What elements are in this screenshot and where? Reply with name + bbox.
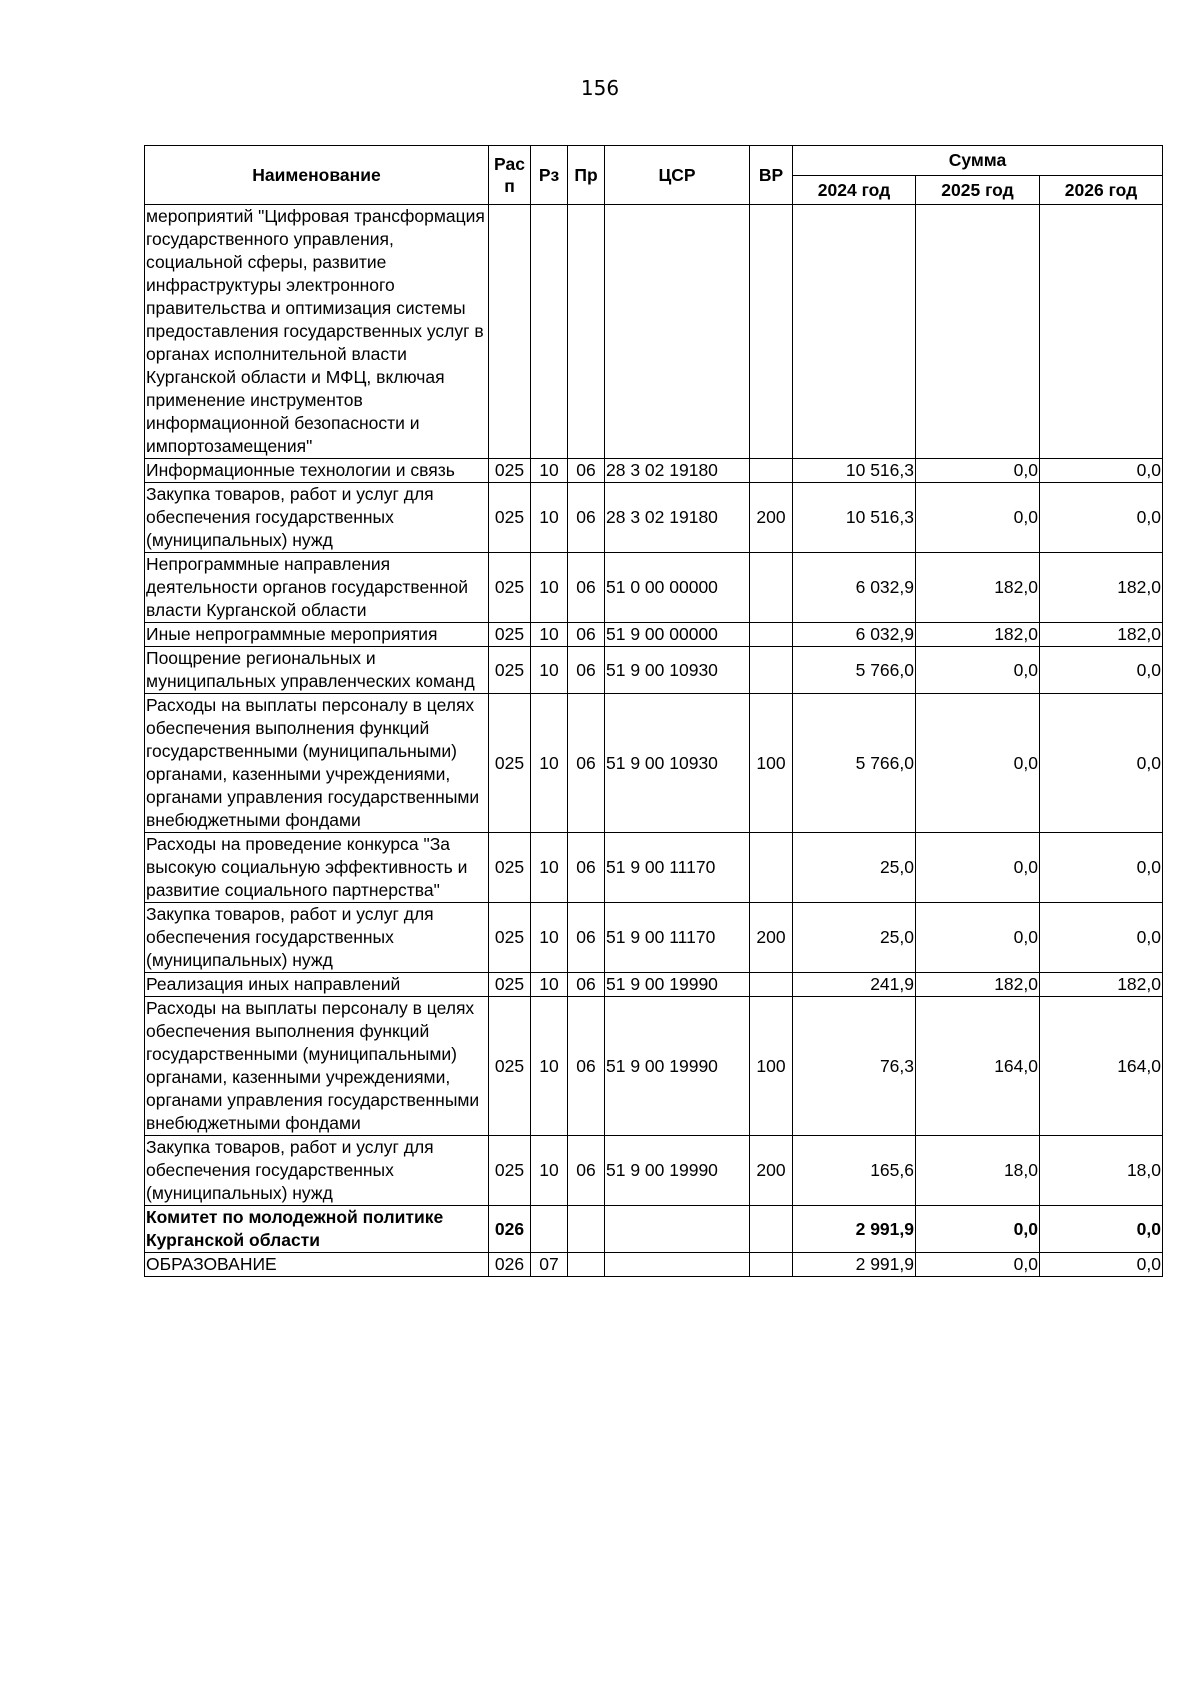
cell-vr xyxy=(750,1206,793,1253)
cell-pr xyxy=(568,205,605,459)
cell-vr xyxy=(750,205,793,459)
header-year-2024: 2024 год xyxy=(793,176,916,205)
cell-amount-2024: 10 516,3 xyxy=(793,459,916,483)
cell-amount-2025: 182,0 xyxy=(916,553,1040,623)
table-row xyxy=(145,997,1163,1136)
cell-amount-2025: 0,0 xyxy=(916,694,1040,833)
cell-vr: 100 xyxy=(750,997,793,1136)
cell-csr: 51 9 00 10930 xyxy=(605,694,750,833)
cell-amount-2026: 182,0 xyxy=(1040,553,1163,623)
cell-amount-2024: 165,6 xyxy=(793,1136,916,1206)
cell-amount-2026: 0,0 xyxy=(1040,459,1163,483)
header-csr: ЦСР xyxy=(605,146,750,205)
cell-name: ОБРАЗОВАНИЕ xyxy=(145,1253,489,1277)
cell-rz: 10 xyxy=(531,973,568,997)
cell-amount-2024: 76,3 xyxy=(793,997,916,1136)
cell-pr: 06 xyxy=(568,623,605,647)
header-sum: Сумма xyxy=(793,146,1163,176)
table-row xyxy=(145,903,1163,973)
cell-rasp: 025 xyxy=(489,903,531,973)
cell-amount-2026: 0,0 xyxy=(1040,694,1163,833)
cell-name: Поощрение региональных и муниципальных управленческих команд xyxy=(145,647,489,694)
cell-pr xyxy=(568,1206,605,1253)
cell-rasp: 025 xyxy=(489,833,531,903)
cell-amount-2026: 0,0 xyxy=(1040,483,1163,553)
cell-pr: 06 xyxy=(568,459,605,483)
cell-csr: 51 9 00 19990 xyxy=(605,997,750,1136)
cell-amount-2024 xyxy=(793,205,916,459)
cell-rz: 10 xyxy=(531,694,568,833)
cell-csr: 51 9 00 11170 xyxy=(605,833,750,903)
cell-amount-2026: 182,0 xyxy=(1040,623,1163,647)
cell-amount-2025: 0,0 xyxy=(916,903,1040,973)
cell-rz: 10 xyxy=(531,833,568,903)
budget-table xyxy=(144,145,1163,1277)
cell-amount-2024: 25,0 xyxy=(793,833,916,903)
header-year-2026: 2026 год xyxy=(1040,176,1163,205)
cell-rasp: 026 xyxy=(489,1253,531,1277)
cell-amount-2024: 5 766,0 xyxy=(793,694,916,833)
cell-csr: 28 3 02 19180 xyxy=(605,459,750,483)
cell-amount-2024: 6 032,9 xyxy=(793,553,916,623)
cell-rz: 10 xyxy=(531,553,568,623)
cell-csr: 51 9 00 00000 xyxy=(605,623,750,647)
table-row xyxy=(145,205,1163,459)
cell-name: Закупка товаров, работ и услуг для обеспечения государственных (муниципальных) нужд xyxy=(145,1136,489,1206)
cell-csr: 28 3 02 19180 xyxy=(605,483,750,553)
cell-amount-2024: 2 991,9 xyxy=(793,1206,916,1253)
cell-rz xyxy=(531,1206,568,1253)
cell-rasp: 025 xyxy=(489,694,531,833)
cell-amount-2026 xyxy=(1040,205,1163,459)
cell-rz xyxy=(531,205,568,459)
cell-pr: 06 xyxy=(568,483,605,553)
table-row xyxy=(145,623,1163,647)
cell-pr: 06 xyxy=(568,553,605,623)
cell-rasp xyxy=(489,205,531,459)
cell-amount-2025: 0,0 xyxy=(916,647,1040,694)
cell-vr xyxy=(750,833,793,903)
cell-amount-2025: 0,0 xyxy=(916,833,1040,903)
cell-csr: 51 9 00 11170 xyxy=(605,903,750,973)
cell-amount-2026: 164,0 xyxy=(1040,997,1163,1136)
table-row xyxy=(145,1136,1163,1206)
cell-name: Иные непрограммные мероприятия xyxy=(145,623,489,647)
cell-csr: 51 9 00 10930 xyxy=(605,647,750,694)
cell-pr xyxy=(568,1253,605,1277)
cell-rz: 10 xyxy=(531,623,568,647)
cell-rasp: 025 xyxy=(489,459,531,483)
cell-csr: 51 9 00 19990 xyxy=(605,973,750,997)
cell-rasp: 025 xyxy=(489,973,531,997)
cell-amount-2025: 0,0 xyxy=(916,1253,1040,1277)
cell-vr xyxy=(750,459,793,483)
cell-name: Реализация иных направлений xyxy=(145,973,489,997)
header-year-2025: 2025 год xyxy=(916,176,1040,205)
table-row xyxy=(145,553,1163,623)
cell-name: Информационные технологии и связь xyxy=(145,459,489,483)
cell-csr xyxy=(605,205,750,459)
header-vr: ВР xyxy=(750,146,793,205)
cell-amount-2024: 2 991,9 xyxy=(793,1253,916,1277)
cell-amount-2026: 0,0 xyxy=(1040,1253,1163,1277)
cell-pr: 06 xyxy=(568,694,605,833)
cell-name: Закупка товаров, работ и услуг для обеспечения государственных (муниципальных) нужд xyxy=(145,483,489,553)
cell-amount-2025: 164,0 xyxy=(916,997,1040,1136)
cell-amount-2025: 182,0 xyxy=(916,623,1040,647)
cell-amount-2024: 10 516,3 xyxy=(793,483,916,553)
cell-vr xyxy=(750,623,793,647)
cell-rz: 10 xyxy=(531,1136,568,1206)
table-row xyxy=(145,694,1163,833)
cell-amount-2026: 18,0 xyxy=(1040,1136,1163,1206)
table-row xyxy=(145,647,1163,694)
cell-amount-2026: 0,0 xyxy=(1040,1206,1163,1253)
cell-vr xyxy=(750,553,793,623)
cell-pr: 06 xyxy=(568,903,605,973)
cell-amount-2025: 0,0 xyxy=(916,1206,1040,1253)
table-row xyxy=(145,973,1163,997)
cell-amount-2025: 0,0 xyxy=(916,483,1040,553)
cell-rz: 10 xyxy=(531,997,568,1136)
header-pr: Пр xyxy=(568,146,605,205)
cell-pr: 06 xyxy=(568,1136,605,1206)
page-number: 156 xyxy=(580,76,620,100)
cell-csr xyxy=(605,1206,750,1253)
header-rasp: Рас п xyxy=(489,146,531,205)
cell-vr: 200 xyxy=(750,1136,793,1206)
cell-rasp: 025 xyxy=(489,483,531,553)
cell-csr: 51 0 00 00000 xyxy=(605,553,750,623)
cell-amount-2024: 241,9 xyxy=(793,973,916,997)
cell-rasp: 025 xyxy=(489,553,531,623)
cell-amount-2025: 182,0 xyxy=(916,973,1040,997)
table-row xyxy=(145,1253,1163,1277)
cell-name: Комитет по молодежной политике Курганской области xyxy=(145,1206,489,1253)
cell-amount-2025 xyxy=(916,205,1040,459)
cell-vr xyxy=(750,1253,793,1277)
cell-vr xyxy=(750,647,793,694)
cell-amount-2026: 0,0 xyxy=(1040,833,1163,903)
cell-name: Расходы на выплаты персоналу в целях обеспечения выполнения функций государственными (муниципальными) органами, казенными учреждениями, органами управления государственными внебюджетными фондами xyxy=(145,694,489,833)
table-row xyxy=(145,833,1163,903)
cell-amount-2026: 0,0 xyxy=(1040,647,1163,694)
cell-csr: 51 9 00 19990 xyxy=(605,1136,750,1206)
cell-rz: 10 xyxy=(531,483,568,553)
cell-rz: 07 xyxy=(531,1253,568,1277)
cell-rasp: 025 xyxy=(489,623,531,647)
cell-name: Непрограммные направления деятельности органов государственной власти Курганской области xyxy=(145,553,489,623)
cell-vr xyxy=(750,973,793,997)
cell-pr: 06 xyxy=(568,973,605,997)
cell-name: Закупка товаров, работ и услуг для обеспечения государственных (муниципальных) нужд xyxy=(145,903,489,973)
header-name: Наименование xyxy=(145,146,489,205)
cell-amount-2025: 0,0 xyxy=(916,459,1040,483)
cell-pr: 06 xyxy=(568,997,605,1136)
table-row xyxy=(145,1206,1163,1253)
cell-rasp: 025 xyxy=(489,1136,531,1206)
cell-rz: 10 xyxy=(531,903,568,973)
cell-vr: 200 xyxy=(750,483,793,553)
cell-name: мероприятий "Цифровая трансформация государственного управления, социальной сферы, развитие инфраструктуры электронного правительства и оптимизация системы предоставления государственных услуг в органах исполнительной власти Курганской области и МФЦ, включая применение инструментов информационной безопасности и импортозамещения" xyxy=(145,205,489,459)
cell-pr: 06 xyxy=(568,833,605,903)
cell-amount-2026: 182,0 xyxy=(1040,973,1163,997)
cell-rasp: 026 xyxy=(489,1206,531,1253)
table-row xyxy=(145,483,1163,553)
cell-vr: 100 xyxy=(750,694,793,833)
cell-name: Расходы на выплаты персоналу в целях обеспечения выполнения функций государственными (муниципальными) органами, казенными учреждениями, органами управления государственными внебюджетными фондами xyxy=(145,997,489,1136)
cell-amount-2026: 0,0 xyxy=(1040,903,1163,973)
cell-rz: 10 xyxy=(531,647,568,694)
header-rz: Рз xyxy=(531,146,568,205)
cell-rasp: 025 xyxy=(489,647,531,694)
cell-amount-2024: 5 766,0 xyxy=(793,647,916,694)
cell-pr: 06 xyxy=(568,647,605,694)
table-row xyxy=(145,459,1163,483)
cell-name: Расходы на проведение конкурса "За высокую социальную эффективность и развитие социального партнерства" xyxy=(145,833,489,903)
cell-amount-2024: 6 032,9 xyxy=(793,623,916,647)
cell-rz: 10 xyxy=(531,459,568,483)
cell-vr: 200 xyxy=(750,903,793,973)
table-body xyxy=(145,205,1163,1277)
cell-amount-2025: 18,0 xyxy=(916,1136,1040,1206)
cell-rasp: 025 xyxy=(489,997,531,1136)
cell-amount-2024: 25,0 xyxy=(793,903,916,973)
cell-csr xyxy=(605,1253,750,1277)
